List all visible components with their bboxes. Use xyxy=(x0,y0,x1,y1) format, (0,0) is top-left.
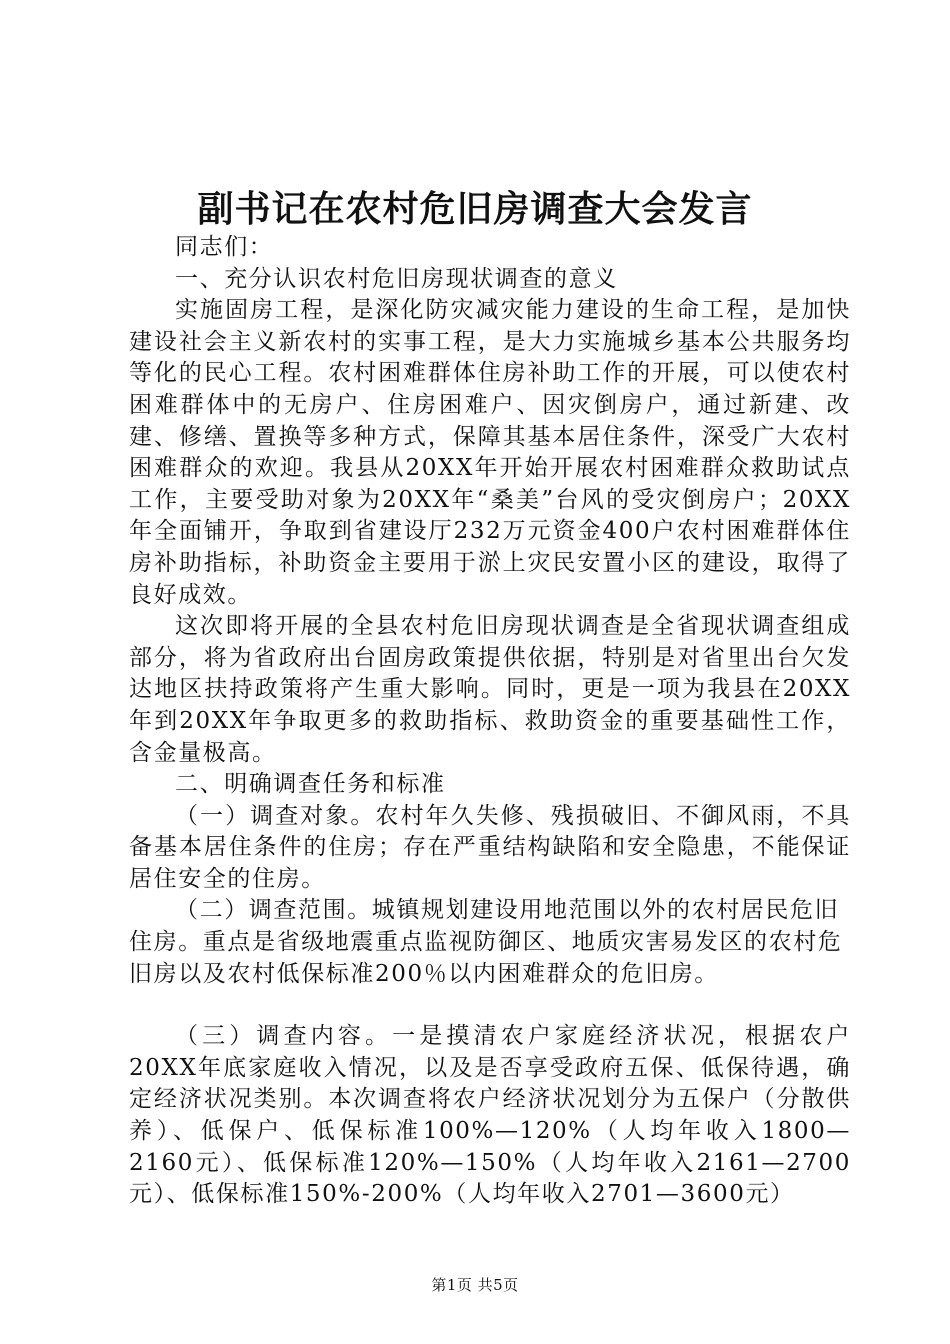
paragraph: （二）调查范围。城镇规划建设用地范围以外的农村居民危旧住房。重点是省级地震重点监视防御区、地质灾害易发区的农村危旧房以及农村低保标准200％以内困难群众的危旧房。 xyxy=(129,897,843,987)
paragraph: （三）调查内容。一是摸清农户家庭经济状况，根据农户20XX年底家庭收入情况，以及是否享受政府五保、低保待遇，确定经济状况类别。本次调查将农户经济状况划分为五保户（分散供养）、低保户、低保标准100%—120%（人均年收入1800—2160元）、低保标准120%—150%（人均年收入2161—2700元）、低保标准150%-200%（人均年收入2701—3600元） xyxy=(129,1023,851,1208)
blank-line xyxy=(129,990,851,1021)
section-heading-1: 一、充分认识农村危旧房现状调查的意义 xyxy=(175,265,618,292)
document-body xyxy=(129,232,851,1211)
paragraph: （一）调查对象。农村年久失修、残损破旧、不御风雨，不具备基本居住条件的住房；存在严重结构缺陷和安全隐患，不能保证居住安全的住房。 xyxy=(129,802,851,892)
paragraph: 这次即将开展的全县农村危旧房现状调查是全省现状调查组成部分，将为省政府出台固房政策提供依据，特别是对省里出台欠发达地区扶持政策将产生重大影响。同时，更是一项为我县在20XX年到20XX年争取更多的救助指标、救助资金的重要基础性工作，含金量极高。 xyxy=(129,613,851,766)
section-heading-2: 二、明确调查任务和标准 xyxy=(175,771,446,798)
page-footer: 第1页 共5页 xyxy=(431,1276,519,1294)
salutation: 同志们： xyxy=(175,234,274,260)
paragraph: 实施固房工程，是深化防灾减灾能力建设的生命工程，是加快建设社会主义新农村的实事工程，是大力实施城乡基本公共服务均等化的民心工程。农村困难群体住房补助工作的开展，可以使农村困难群体中的无房户、住房困难户、因灾倒房户，通过新建、改建、修缮、置换等多种方式，保障其基本居住条件，深受广大农村困难群众的欢迎。我县从20XX年开始开展农村困难群众救助试点工作，主要受助对象为20XX年“桑美”台风的受灾倒房户；20XX年全面铺开，争取到省建设厅232万元资金400户农村困难群体住房补助指标，补助资金主要用于淤上灾民安置小区的建设，取得了良好成效。 xyxy=(129,297,851,608)
document-title: 副书记在农村危旧房调查大会发言 xyxy=(197,188,753,230)
